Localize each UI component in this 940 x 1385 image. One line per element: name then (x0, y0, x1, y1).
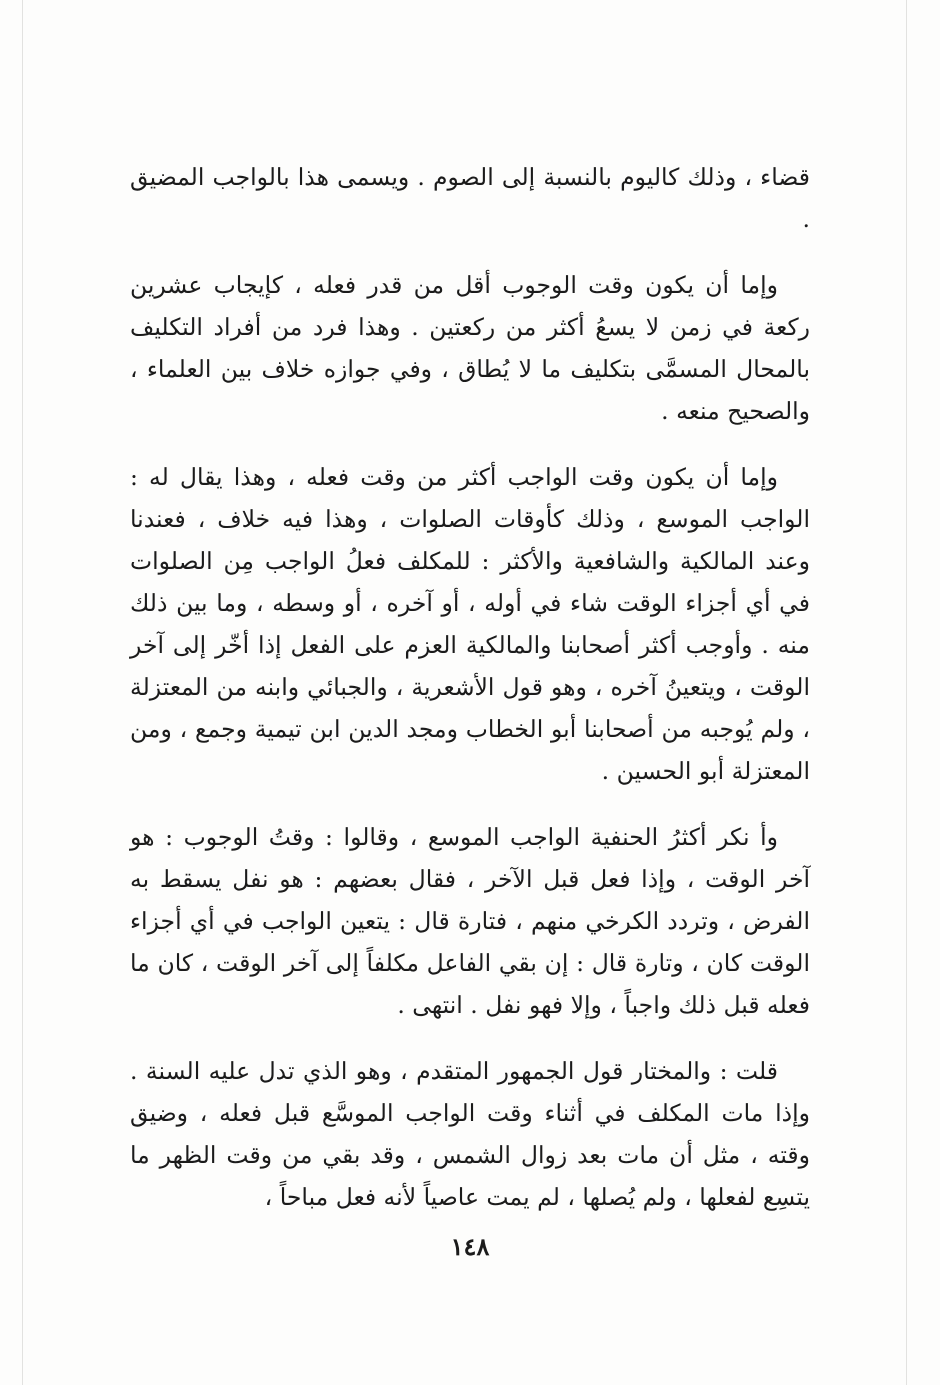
body-text (130, 156, 810, 1218)
scan-edge-line (906, 0, 907, 1385)
paragraph: وإما أن يكون وقت الواجب أكثر من وقت فعله ، وهذا يقال له : الواجب الموسع ، وذلك كأوقات الصلوات ، وهذا فيه خلاف ، فعندنا وعند المالكية والشافعية والأكثر : للمكلف فعلُ الواجب مِن الصلوات في أي أجزاء الوقت شاء في أوله ، أو آخره ، أو وسطه ، وما بين ذلك منه . وأوجب أكثر أصحابنا والمالكية العزم على الفعل إذا أخّر إلى آخر الوقت ، ويتعينُ آخره ، وهو قول الأشعرية ، والجبائي وابنه من المعتزلة ، ولم يُوجبه من أصحابنا أبو الخطاب ومجد الدين ابن تيمية وجمع ، ومن المعتزلة أبو الحسين . (130, 463, 810, 785)
paragraph: قلت : والمختار قول الجمهور المتقدم ، وهو الذي تدل عليه السنة . وإذا مات المكلف في أثناء وقت الواجب الموسَّع قبل فعله ، وضيق وقته ، مثل أن مات بعد زوال الشمس ، وقد بقي من وقت الظهر ما يتسِع لفعلها ، ولم يُصلها ، لم يمت عاصياً لأنه فعل مباحاً ، (130, 1057, 810, 1211)
paragraph: وإما أن يكون وقت الوجوب أقل من قدر فعله ، كإيجاب عشرين ركعة في زمن لا يسعُ أكثر من ركعتين . وهذا فرد من أفراد التكليف بالمحال المسمَّى بتكليف ما لا يُطاق ، وفي جوازه خلاف بين العلماء ، والصحيح منعه . (130, 271, 810, 425)
paragraph: وأ نكر أكثرُ الحنفية الواجب الموسع ، وقالوا : وقتُ الوجوب : هو آخر الوقت ، وإذا فعل قبل الآخر ، فقال بعضهم : هو نفل يسقط به الفرض ، وتردد الكرخي منهم ، فتارة قال : يتعين الواجب في أي أجزاء الوقت كان ، وتارة قال : إن بقي الفاعل مكلفاً إلى آخر الوقت ، كان ما فعله قبل ذلك واجباً ، وإلا فهو نفل . انتهى . (130, 823, 810, 1019)
scan-edge-line (22, 0, 23, 1385)
page-number: ١٤٨ (450, 1232, 490, 1261)
paragraph-continuation: قضاء ، وذلك كاليوم بالنسبة إلى الصوم . ويسمى هذا بالواجب المضيق . (130, 163, 810, 233)
